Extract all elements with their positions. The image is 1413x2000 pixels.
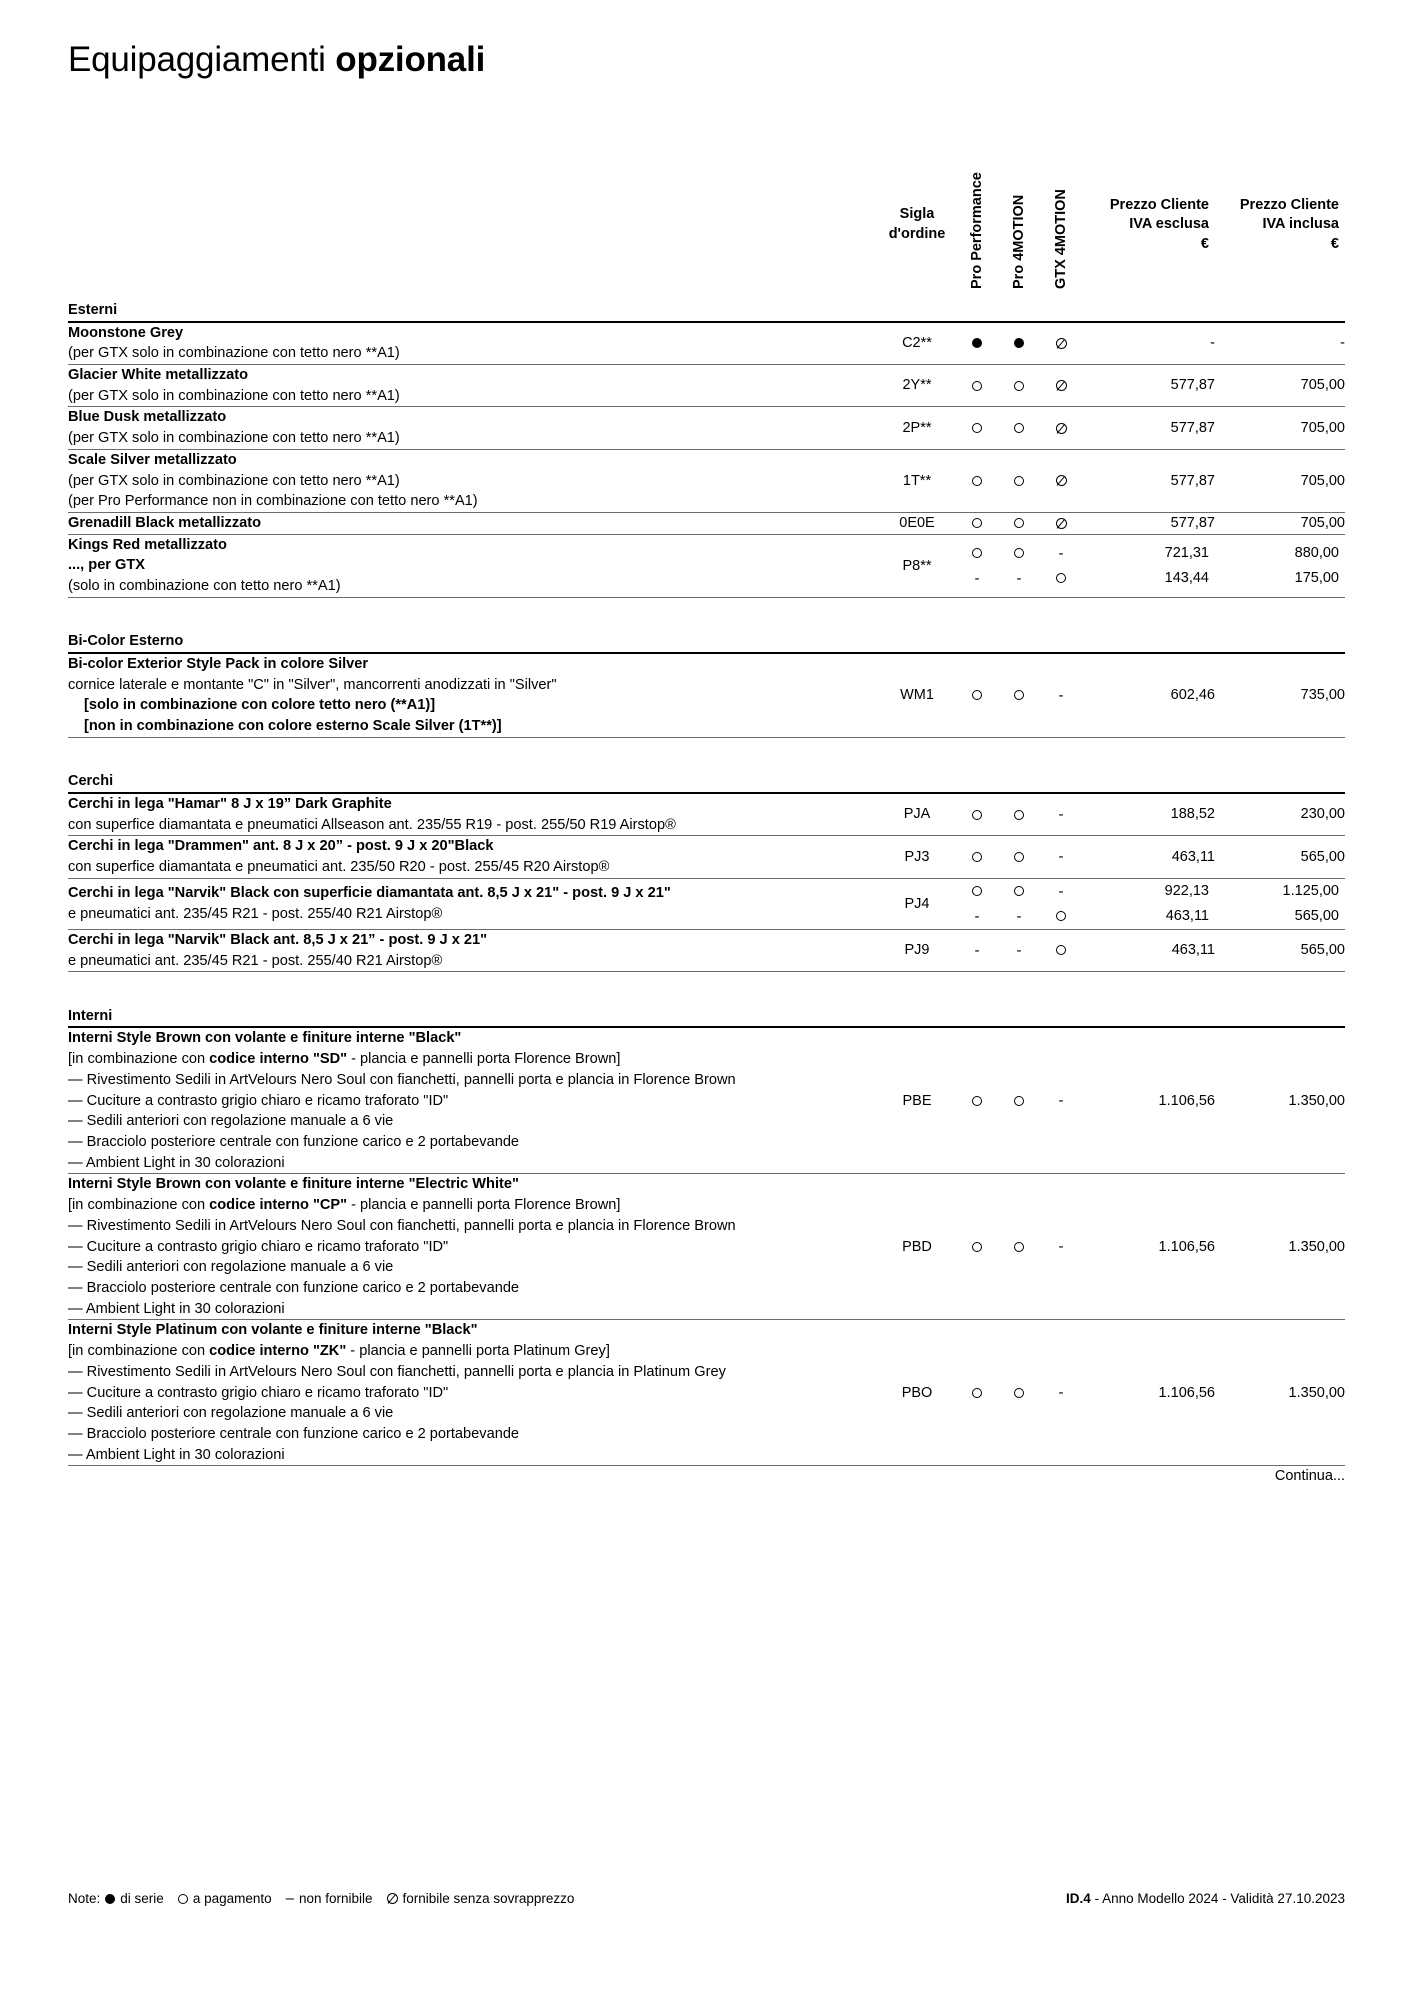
table-row xyxy=(68,513,1345,535)
row-price-incl: 705,00 xyxy=(1215,407,1345,449)
open-circle-icon xyxy=(972,1242,982,1252)
open-circle-icon xyxy=(1014,518,1024,528)
mark-pro-performance xyxy=(956,836,998,878)
mark-gtx-4motion xyxy=(1040,653,1082,737)
row-subtitle-2: (per Pro Performance non in combinazione con tetto nero **A1) xyxy=(68,493,478,510)
row-price-excl xyxy=(1082,534,1215,597)
open-circle-icon xyxy=(972,690,982,700)
mark-pro-4motion xyxy=(998,878,1040,929)
row-bullet: — Ambient Light in 30 colorazioni xyxy=(68,1446,285,1463)
footer-legend xyxy=(68,1890,583,1907)
section-label-bicolor: Bi-Color Esterno xyxy=(68,631,1345,653)
legend-item-senza-sovrapprezzo xyxy=(387,1891,575,1906)
row-order-code: C2** xyxy=(878,322,956,365)
mark-gtx-4motion xyxy=(1040,365,1082,407)
mark-pro-performance xyxy=(956,322,998,365)
mark-pro-performance xyxy=(956,365,998,407)
header-gtx-4motion-cell xyxy=(1040,150,1082,300)
row-title: Bi-color Exterior Style Pack in colore Silver xyxy=(68,656,369,672)
mark-gtx-4motion xyxy=(1040,322,1082,365)
row-price-incl: 565,00 xyxy=(1215,929,1345,971)
dash-icon: - xyxy=(974,941,980,959)
continua-row xyxy=(68,1466,1345,1487)
open-circle-icon xyxy=(972,852,982,862)
header-gtx-4motion-label: GTX 4MOTION xyxy=(1052,189,1069,289)
row-subtitle-post: - plancia e pannelli porta Platinum Grey] xyxy=(346,1343,610,1360)
row-title: Cerchi in lega "Narvik" Black con superficie diamantata ant. 8,5 J x 21" - post. 9 J x 21" xyxy=(68,885,671,902)
slashed-circle-icon xyxy=(387,1893,398,1904)
row-price-incl-b: 565,00 xyxy=(1294,908,1339,925)
open-circle-icon xyxy=(972,810,982,820)
row-title: Blue Dusk metallizzato xyxy=(68,409,227,426)
row-note-2: [non in combinazione con colore esterno Scale Silver (1T**)] xyxy=(84,718,502,735)
header-price-excl-cell xyxy=(1082,150,1215,300)
row-bullet: — Bracciolo posteriore centrale con funzione carico e 2 portabevande xyxy=(68,1133,520,1150)
row-price-excl xyxy=(1082,878,1215,929)
row-subtitle-code: codice interno "SD" xyxy=(209,1051,348,1068)
mark-pro-4motion xyxy=(998,1174,1040,1320)
row-description xyxy=(68,365,878,407)
row-title: Interni Style Brown con volante e finiture interne "Electric White" xyxy=(68,1176,519,1193)
mark-pro-performance xyxy=(956,1320,998,1466)
row-price-excl: - xyxy=(1082,322,1215,365)
row-price-incl-a: 1.125,00 xyxy=(1282,883,1339,900)
row-subtitle xyxy=(68,1341,878,1362)
mark-pro-4motion xyxy=(998,534,1040,597)
row-subtitle-post: - plancia e pannelli porta Florence Brown] xyxy=(347,1051,621,1068)
mark-pro-performance xyxy=(956,534,998,597)
legend-item-non-fornibile xyxy=(286,1890,373,1907)
row-order-code: PJA xyxy=(878,793,956,836)
open-circle-icon xyxy=(972,886,982,896)
row-note-1: [solo in combinazione con colore tetto nero (**A1)] xyxy=(84,697,436,714)
row-title: Interni Style Platinum con volante e finiture interne "Black" xyxy=(68,1322,478,1339)
dash-icon: - xyxy=(1058,882,1064,900)
row-bullet: — Cuciture a contrasto grigio chiaro e ricamo traforato "ID" xyxy=(68,1384,449,1401)
row-price-incl: 230,00 xyxy=(1215,793,1345,836)
row-bullet: — Cuciture a contrasto grigio chiaro e ricamo traforato "ID" xyxy=(68,1092,449,1109)
header-pro-4motion-cell xyxy=(998,150,1040,300)
row-price-excl: 577,87 xyxy=(1082,513,1215,535)
row-order-code: PJ9 xyxy=(878,929,956,971)
mark-pro-4motion xyxy=(998,449,1040,512)
row-bullet: — Ambient Light in 30 colorazioni xyxy=(68,1300,285,1317)
mark-gtx-4motion xyxy=(1040,1027,1082,1174)
mark-gtx-4motion xyxy=(1040,449,1082,512)
row-price-incl: 705,00 xyxy=(1215,513,1345,535)
row-title: Cerchi in lega "Drammen" ant. 8 J x 20” - post. 9 J x 20"Black xyxy=(68,838,494,855)
row-subtitle: con superfice diamantata e pneumatici Allseason ant. 235/55 R19 - post. 255/50 R19 Airstop® xyxy=(68,816,676,833)
footer-model-info xyxy=(1066,1891,1345,1906)
mark-pro-4motion xyxy=(998,1027,1040,1174)
row-order-code: PJ3 xyxy=(878,836,956,878)
row-subtitle xyxy=(68,1195,878,1216)
open-circle-icon xyxy=(1014,886,1024,896)
mark-pro-4motion xyxy=(998,653,1040,737)
header-pro-performance-cell xyxy=(956,150,998,300)
row-title: Scale Silver metallizzato xyxy=(68,451,237,468)
open-circle-icon xyxy=(1056,945,1066,955)
mark-gtx-4motion xyxy=(1040,836,1082,878)
open-circle-icon xyxy=(178,1894,188,1904)
table-row xyxy=(68,929,1345,971)
row-order-code: PBD xyxy=(878,1174,956,1320)
section-label-esterni: Esterni xyxy=(68,300,1345,322)
table-row xyxy=(68,322,1345,365)
section-header-bicolor xyxy=(68,631,1345,653)
mark-pro-4motion xyxy=(998,793,1040,836)
row-description xyxy=(68,1320,878,1466)
row-price-excl: 1.106,56 xyxy=(1082,1320,1215,1466)
options-table xyxy=(68,150,1345,1487)
row-price-incl-b: 175,00 xyxy=(1294,570,1339,587)
dash-icon: - xyxy=(1058,544,1064,562)
row-price-excl: 463,11 xyxy=(1082,836,1215,878)
row-order-code: 1T** xyxy=(878,449,956,512)
filled-circle-icon xyxy=(105,1894,115,1904)
row-order-code: 2Y** xyxy=(878,365,956,407)
table-header-row xyxy=(68,150,1345,300)
row-subtitle: ..., per GTX xyxy=(68,557,146,574)
table-row xyxy=(68,1174,1345,1320)
row-description xyxy=(68,653,878,737)
options-table-container xyxy=(68,150,1345,1487)
open-circle-icon xyxy=(1014,810,1024,820)
row-subtitle: (per GTX solo in combinazione con tetto nero **A1) xyxy=(68,472,400,489)
open-circle-icon xyxy=(1014,1242,1024,1252)
row-price-excl: 1.106,56 xyxy=(1082,1174,1215,1320)
dash-icon: - xyxy=(1016,907,1022,925)
section-label-interni: Interni xyxy=(68,1006,1345,1028)
row-order-code: 2P** xyxy=(878,407,956,449)
open-circle-icon xyxy=(1014,852,1024,862)
dash-icon: - xyxy=(1058,1238,1064,1256)
row-description xyxy=(68,793,878,836)
row-price-excl: 577,87 xyxy=(1082,407,1215,449)
page-title xyxy=(68,40,485,80)
row-bullet: — Bracciolo posteriore centrale con funzione carico e 2 portabevande xyxy=(68,1426,520,1442)
mark-pro-4motion xyxy=(998,836,1040,878)
row-order-code: PBE xyxy=(878,1027,956,1174)
mark-pro-4motion xyxy=(998,513,1040,535)
header-price-incl-cell xyxy=(1215,150,1345,300)
row-bullet: — Sedili anteriori con regolazione manuale a 6 vie xyxy=(68,1113,394,1130)
section-label-cerchi: Cerchi xyxy=(68,771,1345,793)
row-bullet: — Ambient Light in 30 colorazioni xyxy=(68,1154,285,1171)
row-title: Kings Red metallizzato xyxy=(68,536,227,553)
header-sigla-line1: Sigla xyxy=(899,206,935,223)
slashed-circle-icon xyxy=(1056,380,1067,391)
slashed-circle-icon xyxy=(1056,423,1067,434)
row-description xyxy=(68,929,878,971)
row-price-incl: 565,00 xyxy=(1215,836,1345,878)
mark-pro-4motion xyxy=(998,365,1040,407)
mark-gtx-4motion xyxy=(1040,1320,1082,1466)
row-title: Glacier White metallizzato xyxy=(68,367,249,384)
section-header-cerchi xyxy=(68,771,1345,793)
footer-model-details: - Anno Modello 2024 - Validità 27.10.2023 xyxy=(1090,1891,1345,1906)
header-desc-cell xyxy=(68,150,878,300)
row-bullet: — Rivestimento Sedili in ArtVelours Nero Soul con fianchetti, pannelli porta e plancia in Florence Brown xyxy=(68,1071,736,1088)
mark-gtx-4motion xyxy=(1040,407,1082,449)
legend-item-di-serie xyxy=(105,1891,164,1906)
dash-icon: - xyxy=(974,907,980,925)
mark-pro-performance xyxy=(956,407,998,449)
dash-icon: - xyxy=(1016,941,1022,959)
table-row xyxy=(68,449,1345,512)
mark-pro-performance xyxy=(956,878,998,929)
row-price-excl-a: 922,13 xyxy=(1164,883,1209,900)
row-order-code: WM1 xyxy=(878,653,956,737)
table-row xyxy=(68,365,1345,407)
section-header-esterni xyxy=(68,300,1345,322)
header-price-excl-line1: Prezzo Cliente xyxy=(1109,196,1209,213)
open-circle-icon xyxy=(972,476,982,486)
mark-pro-performance xyxy=(956,793,998,836)
row-subtitle: (per GTX solo in combinazione con tetto nero **A1) xyxy=(68,387,400,404)
row-description xyxy=(68,1174,878,1320)
row-price-incl: 1.350,00 xyxy=(1215,1320,1345,1466)
page-footer xyxy=(68,1890,1345,1907)
row-description xyxy=(68,534,878,597)
header-pro-4motion-label: Pro 4MOTION xyxy=(1010,194,1027,289)
mark-gtx-4motion xyxy=(1040,929,1082,971)
row-price-incl xyxy=(1215,534,1345,597)
row-bullet: — Bracciolo posteriore centrale con funzione carico e 2 portabevande xyxy=(68,1279,520,1296)
row-price-incl: 1.350,00 xyxy=(1215,1174,1345,1320)
header-price-incl-line1: Prezzo Cliente xyxy=(1239,196,1339,213)
row-bullet: — Rivestimento Sedili in ArtVelours Nero Soul con fianchetti, pannelli porta e plancia in Florence Brown xyxy=(68,1217,736,1234)
row-title: Cerchi in lega "Narvik" Black ant. 8,5 J x 21” - post. 9 J x 21" xyxy=(68,931,488,948)
row-subtitle: (per GTX solo in combinazione con tetto nero **A1) xyxy=(68,345,400,362)
table-row xyxy=(68,653,1345,737)
row-subtitle-post: - plancia e pannelli porta Florence Brown] xyxy=(347,1197,621,1214)
row-order-code: 0E0E xyxy=(878,513,956,535)
row-subtitle-code: codice interno "CP" xyxy=(209,1197,348,1214)
row-price-excl: 463,11 xyxy=(1082,929,1215,971)
mark-pro-4motion xyxy=(998,322,1040,365)
dash-icon: - xyxy=(974,569,980,587)
open-circle-icon xyxy=(1014,381,1024,391)
row-order-code: PBO xyxy=(878,1320,956,1466)
mark-gtx-4motion xyxy=(1040,878,1082,929)
mark-pro-performance xyxy=(956,929,998,971)
row-subtitle-pre: [in combinazione con xyxy=(68,1343,210,1360)
dash-icon: – xyxy=(285,1890,294,1907)
section-spacer xyxy=(68,972,1345,1006)
row-price-incl: 705,00 xyxy=(1215,365,1345,407)
open-circle-icon xyxy=(972,381,982,391)
row-subtitle-pre: [in combinazione con xyxy=(68,1051,210,1068)
slashed-circle-icon xyxy=(1056,518,1067,529)
row-price-excl: 1.106,56 xyxy=(1082,1027,1215,1174)
row-bullet: — Sedili anteriori con regolazione manuale a 6 vie xyxy=(68,1405,394,1422)
table-row xyxy=(68,793,1345,836)
row-price-excl: 602,46 xyxy=(1082,653,1215,737)
row-subtitle: e pneumatici ant. 235/45 R21 - post. 255/40 R21 Airstop® xyxy=(68,905,443,922)
row-subtitle-pre: [in combinazione con xyxy=(68,1197,210,1214)
row-price-incl: 735,00 xyxy=(1215,653,1345,737)
mark-pro-4motion xyxy=(998,929,1040,971)
row-title: Grenadill Black metallizzato xyxy=(68,515,262,532)
row-price-incl: - xyxy=(1215,322,1345,365)
header-price-excl-currency: € xyxy=(1200,235,1209,252)
filled-circle-icon xyxy=(1014,338,1024,348)
table-row xyxy=(68,878,1345,929)
table-row xyxy=(68,1027,1345,1174)
page-title-light: Equipaggiamenti xyxy=(68,40,336,79)
row-description xyxy=(68,836,878,878)
legend-label: di serie xyxy=(120,1891,164,1906)
section-spacer xyxy=(68,737,1345,771)
header-sigla-cell xyxy=(878,150,956,300)
row-price-incl: 705,00 xyxy=(1215,449,1345,512)
row-title: Moonstone Grey xyxy=(68,324,184,341)
open-circle-icon xyxy=(1014,548,1024,558)
mark-gtx-4motion xyxy=(1040,1174,1082,1320)
mark-pro-performance xyxy=(956,653,998,737)
row-price-excl-b: 143,44 xyxy=(1164,570,1209,587)
page-title-bold: opzionali xyxy=(335,40,486,79)
dash-icon: - xyxy=(1016,569,1022,587)
table-row xyxy=(68,836,1345,878)
row-order-code: PJ4 xyxy=(878,878,956,929)
legend-label: fornibile senza sovrapprezzo xyxy=(402,1891,575,1906)
row-description xyxy=(68,449,878,512)
open-circle-icon xyxy=(1056,573,1066,583)
row-description xyxy=(68,322,878,365)
row-subtitle-2: (solo in combinazione con tetto nero **A1) xyxy=(68,578,341,595)
row-price-excl-a: 721,31 xyxy=(1164,545,1209,562)
open-circle-icon xyxy=(1014,1388,1024,1398)
row-description xyxy=(68,407,878,449)
section-spacer xyxy=(68,597,1345,631)
slashed-circle-icon xyxy=(1056,338,1067,349)
row-subtitle: (per GTX solo in combinazione con tetto nero **A1) xyxy=(68,430,400,447)
row-price-incl: 1.350,00 xyxy=(1215,1027,1345,1174)
open-circle-icon xyxy=(1014,476,1024,486)
row-subtitle: cornice laterale e montante "C" in "Silver", mancorrenti anodizzati in "Silver" xyxy=(68,676,557,693)
dash-icon: - xyxy=(1058,686,1064,704)
mark-pro-4motion xyxy=(998,407,1040,449)
row-order-code: P8** xyxy=(878,534,956,597)
mark-pro-performance xyxy=(956,513,998,535)
open-circle-icon xyxy=(972,1096,982,1106)
open-circle-icon xyxy=(972,518,982,528)
row-price-incl-a: 880,00 xyxy=(1294,545,1339,562)
mark-pro-performance xyxy=(956,1174,998,1320)
row-subtitle: e pneumatici ant. 235/45 R21 - post. 255/40 R21 Airstop® xyxy=(68,952,443,969)
header-price-incl-currency: € xyxy=(1330,235,1339,252)
row-price-excl: 577,87 xyxy=(1082,365,1215,407)
footer-model-name: ID.4 xyxy=(1066,1891,1091,1906)
open-circle-icon xyxy=(1014,423,1024,433)
row-price-incl xyxy=(1215,878,1345,929)
row-bullet: — Cuciture a contrasto grigio chiaro e ricamo traforato "ID" xyxy=(68,1238,449,1255)
header-price-excl-line2: IVA esclusa xyxy=(1129,216,1209,233)
row-subtitle: con superfice diamantata e pneumatici ant. 235/50 R20 - post. 255/45 R20 Airstop® xyxy=(68,859,610,876)
footer-note-label: Note: xyxy=(68,1891,101,1906)
open-circle-icon xyxy=(972,548,982,558)
dash-icon: - xyxy=(1058,848,1064,866)
filled-circle-icon xyxy=(972,338,982,348)
table-row xyxy=(68,1320,1345,1466)
row-price-excl-b: 463,11 xyxy=(1165,908,1209,925)
dash-icon: - xyxy=(1058,1384,1064,1402)
row-title: Cerchi in lega "Hamar" 8 J x 19” Dark Graphite xyxy=(68,795,392,812)
open-circle-icon xyxy=(1014,1096,1024,1106)
legend-label: a pagamento xyxy=(192,1891,272,1906)
row-bullet: — Sedili anteriori con regolazione manuale a 6 vie xyxy=(68,1259,394,1276)
legend-item-a-pagamento xyxy=(178,1891,272,1906)
section-header-interni xyxy=(68,1006,1345,1028)
open-circle-icon xyxy=(972,1388,982,1398)
legend-label: non fornibile xyxy=(298,1891,373,1906)
header-pro-performance-label: Pro Performance xyxy=(968,172,985,289)
mark-gtx-4motion xyxy=(1040,534,1082,597)
slashed-circle-icon xyxy=(1056,475,1067,486)
header-price-incl-line2: IVA inclusa xyxy=(1262,216,1339,233)
row-description xyxy=(68,878,878,929)
row-price-excl: 577,87 xyxy=(1082,449,1215,512)
row-subtitle xyxy=(68,1049,878,1070)
row-subtitle-code: codice interno "ZK" xyxy=(209,1343,347,1360)
open-circle-icon xyxy=(1014,690,1024,700)
mark-pro-performance xyxy=(956,449,998,512)
mark-gtx-4motion xyxy=(1040,793,1082,836)
row-price-excl: 188,52 xyxy=(1082,793,1215,836)
continua-label: Continua... xyxy=(1274,1468,1345,1485)
open-circle-icon xyxy=(1056,911,1066,921)
row-description xyxy=(68,1027,878,1174)
row-bullet: — Rivestimento Sedili in ArtVelours Nero Soul con fianchetti, pannelli porta e plancia in Platinum Grey xyxy=(68,1363,726,1380)
table-row xyxy=(68,407,1345,449)
dash-icon: - xyxy=(1058,1092,1064,1110)
mark-pro-4motion xyxy=(998,1320,1040,1466)
row-description xyxy=(68,513,878,535)
row-title: Interni Style Brown con volante e finiture interne "Black" xyxy=(68,1030,462,1047)
header-sigla-line2: d'ordine xyxy=(888,226,946,242)
dash-icon: - xyxy=(1058,806,1064,824)
mark-gtx-4motion xyxy=(1040,513,1082,535)
open-circle-icon xyxy=(972,423,982,433)
table-row xyxy=(68,534,1345,597)
mark-pro-performance xyxy=(956,1027,998,1174)
